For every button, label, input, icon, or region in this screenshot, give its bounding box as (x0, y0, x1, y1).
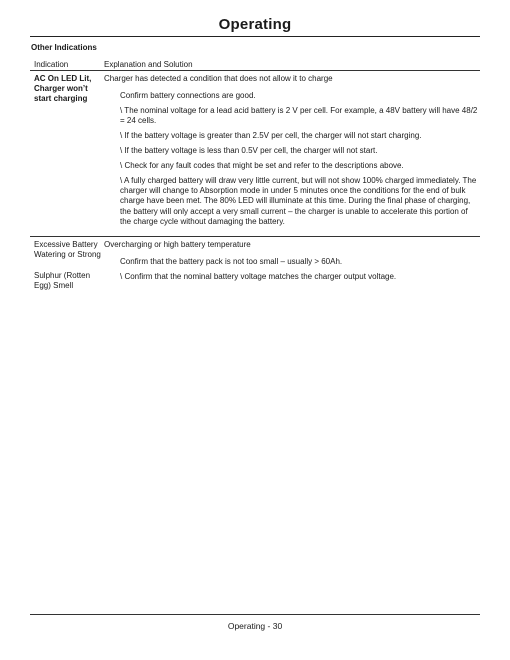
row-2-solution-2: \ Confirm that the nominal battery voltage matches the charger output voltage. (120, 272, 397, 281)
row-2-indication-part-2: Sulphur (Rotten Egg) Smell (34, 271, 91, 291)
page-title: Operating (218, 16, 292, 33)
column-header-explanation: Explanation and Solution (104, 60, 193, 69)
row-1-solution-4: \ If the battery voltage is less than 0.5V per cell, the charger will not start. (120, 146, 378, 155)
row-1-solution-2: \ The nominal voltage for a lead acid battery is 2 V per cell. For example, a 48V battery will have 48/2 = 24 cells. (120, 106, 478, 126)
row-divider (30, 236, 480, 237)
row-1-solution-1: Confirm battery connections are good. (120, 91, 256, 100)
row-1-solution-5: \ Check for any fault codes that might be set and refer to the descriptions above. (120, 161, 404, 170)
row-1-indication: AC On LED Lit, Charger won’t start charging (34, 74, 92, 104)
section-heading: Other Indications (31, 43, 97, 52)
title-rule (30, 36, 480, 37)
row-1-explanation: Charger has detected a condition that does not allow it to charge (104, 74, 333, 83)
row-2-explanation: Overcharging or high battery temperature (104, 240, 251, 249)
row-1-solution-6: \ A fully charged battery will draw very little current, but will not show 100% charged immediately. The charger will change to Absorption mode in under 5 minutes once the conditions for the end of bulk charge have been met. The 80% LED will illuminate at this time. During the final phase of charging, the battery will only accept a very small current – the charger is unable to accelerate this portion of the charge cycle without damaging the battery. (120, 176, 477, 226)
footer-rule (30, 614, 480, 615)
row-1-solution-3: \ If the battery voltage is greater than 2.5V per cell, the charger will not start charging. (120, 131, 422, 140)
header-rule (30, 70, 480, 71)
row-2-solution-1: Confirm that the battery pack is not too small – usually > 60Ah. (120, 257, 343, 266)
page-footer: Operating - 30 (227, 621, 283, 631)
column-header-indication: Indication (34, 60, 69, 69)
row-2-indication-part-1: Excessive Battery Watering or Strong (34, 240, 101, 260)
